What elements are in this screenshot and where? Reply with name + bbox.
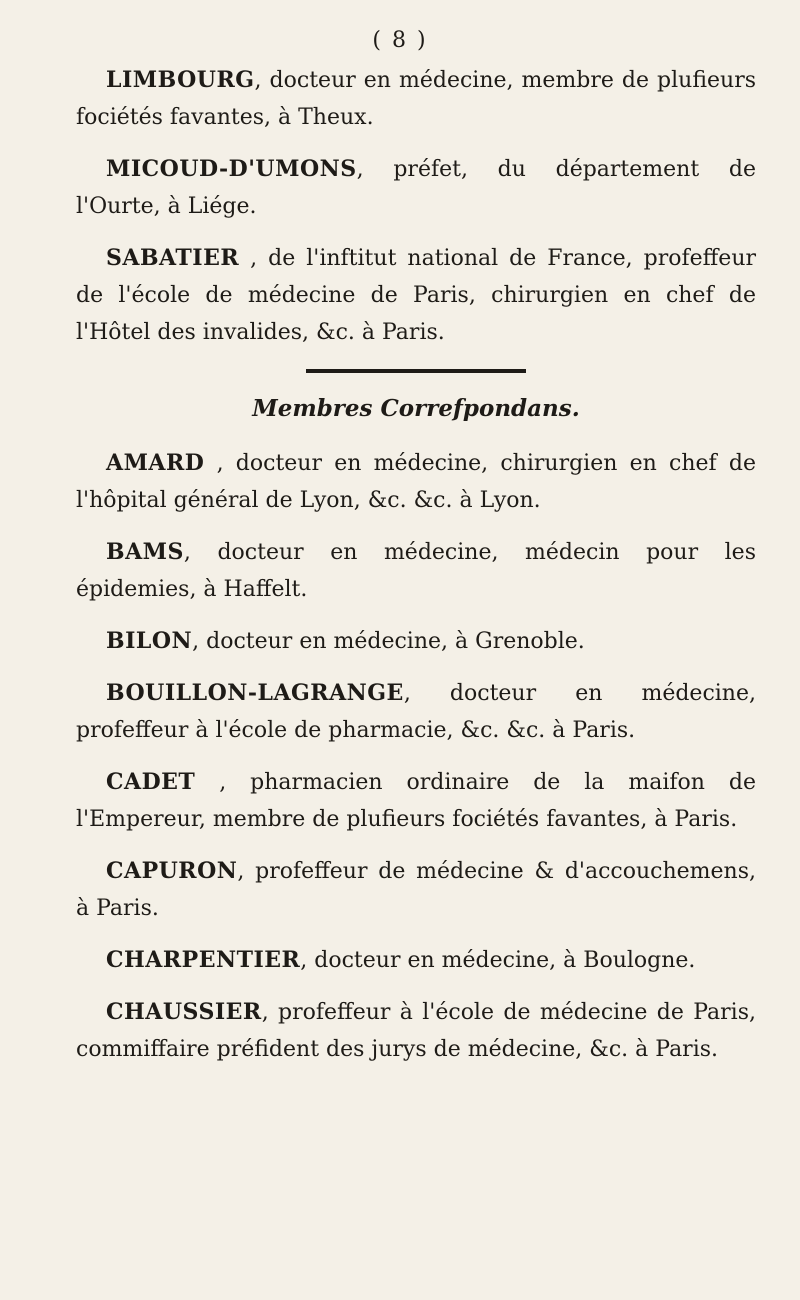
member-name: BOUILLON-LAGRANGE [106,680,404,706]
member-name: MICOUD-D'UMONS [106,156,357,182]
member-entry [76,764,756,838]
member-description: , doᴄteur en médecine, médecin pour les épidemies, à Haffelt. [76,540,756,602]
member-name: CADET [106,769,196,795]
member-name: BAMS [106,539,184,565]
section-divider [306,369,526,373]
member-entry [76,853,756,927]
member-description: , profeffeur de médecine & d'accouchemens, à Paris. [76,859,756,921]
member-description: , préfet, du département de l'Ourte, à Liége. [76,157,756,219]
member-name: AMARD [106,450,205,476]
member-entry [76,62,756,136]
member-description: , doᴄteur en médecine, membre de plufieurs fociétés favantes, à Theux. [76,68,756,130]
member-description: , doᴄteur en médecine, profeffeur à l'école de pharmacie, &c. &c. à Paris. [76,681,756,743]
member-entry [76,534,756,608]
member-entry [76,675,756,749]
page-number: ( 8 ) [372,28,428,53]
member-name: LIMBOURG [106,67,255,93]
member-list [76,62,756,1083]
member-name: BILON [106,628,193,654]
member-description: , de l'inftitut national de France, profeffeur de l'école de médecine de Paris, chirurgien en chef de l'Hôtel des invalides, &c. à Paris. [76,246,756,345]
member-entry [76,240,756,351]
member-entry [76,151,756,225]
member-name: CHAUSSIER [106,999,262,1025]
member-entry [76,623,756,660]
member-name: SABATIER [106,245,240,271]
member-description: , doᴄteur en médecine, chirurgien en chef de l'hôpital général de Lyon, &c. &c. à Lyon. [76,451,756,513]
member-description: , doᴄteur en médecine, à Grenoble. [192,629,585,654]
section-heading: Membres Correfpondans. [252,395,580,422]
member-entry [76,942,756,979]
member-name: CAPURON [106,858,238,884]
member-description: , pharmacien ordinaire de la maifon de l'Empereur, membre de plufieurs fociétés favantes, à Paris. [76,770,756,832]
member-description: , profeffeur à l'école de médecine de Paris, commiffaire préfident des jurys de médecine, &c. à Paris. [76,1000,756,1062]
member-name: CHARPENTIER [106,947,301,973]
member-entry [76,445,756,519]
member-description: , doᴄteur en médecine, à Boulogne. [300,948,696,973]
member-entry [76,994,756,1068]
